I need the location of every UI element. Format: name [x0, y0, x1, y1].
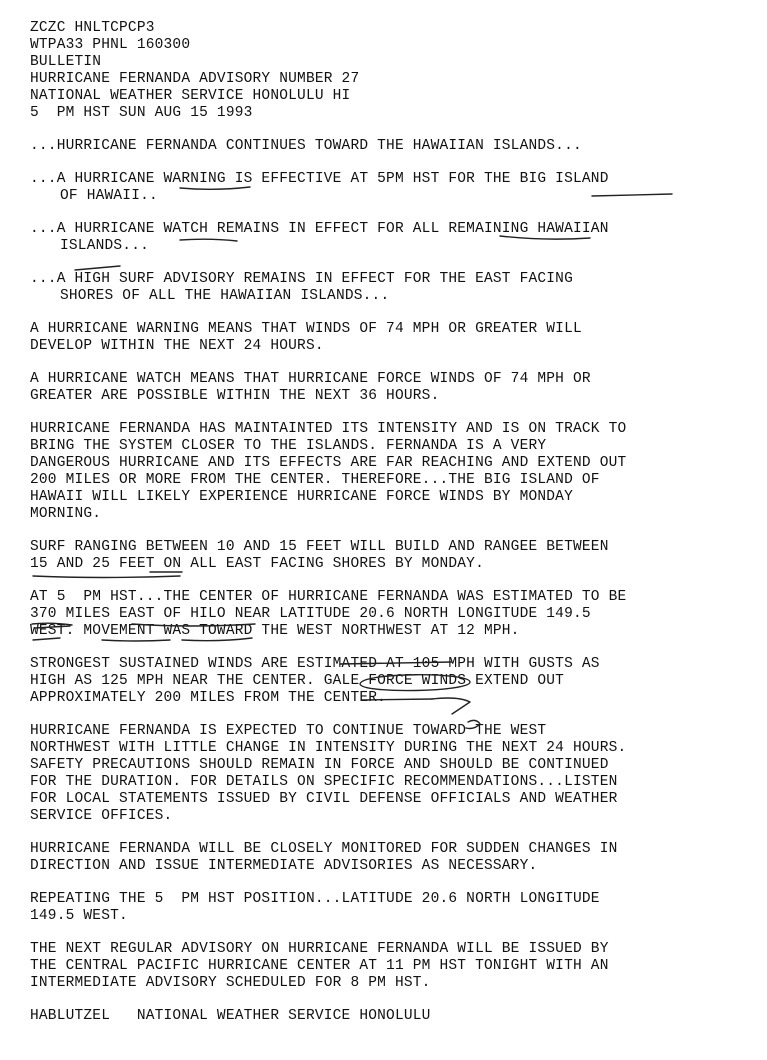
headline	[30, 171, 747, 205]
paragraph-line: DEVELOP WITHIN THE NEXT 24 HOURS.	[30, 338, 324, 354]
underline-mark	[33, 576, 180, 578]
issue-time: 5 PM HST SUN AUG 15 1993	[30, 105, 253, 121]
paragraph	[30, 539, 747, 573]
underline-mark	[75, 266, 120, 270]
paragraph-line: HURRICANE FERNANDA IS EXPECTED TO CONTINUE TOWARD THE WEST	[30, 723, 547, 739]
paragraph-line: WEST. MOVEMENT WAS TOWARD THE WEST NORTHWEST AT 12 MPH.	[30, 623, 520, 639]
paragraph-line: DIRECTION AND ISSUE INTERMEDIATE ADVISORIES AS NECESSARY.	[30, 858, 538, 874]
header-line: BULLETIN	[30, 54, 102, 70]
paragraph-line: GREATER ARE POSSIBLE WITHIN THE NEXT 36 HOURS.	[30, 388, 440, 404]
paragraph-line: SERVICE OFFICES.	[30, 808, 173, 824]
paragraph-line: INTERMEDIATE ADVISORY SCHEDULED FOR 8 PM HST.	[30, 975, 431, 991]
header-line: WTPA33 PHNL 160300	[30, 37, 191, 53]
headline-line: ...A HIGH SURF ADVISORY REMAINS IN EFFECT FOR THE EAST FACING	[30, 271, 573, 287]
advisory-title: HURRICANE FERNANDA ADVISORY NUMBER 27	[30, 71, 360, 87]
paragraph-line: 370 MILES EAST OF HILO NEAR LATITUDE 20.6 NORTH LONGITUDE 149.5	[30, 606, 591, 622]
paragraph-line: APPROXIMATELY 200 MILES FROM THE CENTER.	[30, 690, 387, 706]
headline	[30, 271, 747, 305]
paragraph-line: BRING THE SYSTEM CLOSER TO THE ISLANDS. FERNANDA IS A VERY	[30, 438, 547, 454]
paragraph-line: NORTHWEST WITH LITTLE CHANGE IN INTENSITY DURING THE NEXT 24 HOURS.	[30, 740, 627, 756]
headline-line: ...HURRICANE FERNANDA CONTINUES TOWARD THE HAWAIIAN ISLANDS...	[30, 138, 582, 154]
paragraph-line: HURRICANE FERNANDA HAS MAINTAINTED ITS INTENSITY AND IS ON TRACK TO	[30, 421, 627, 437]
paragraph-line: SURF RANGING BETWEEN 10 AND 15 FEET WILL BUILD AND RANGEE BETWEEN	[30, 539, 609, 555]
headline	[30, 221, 747, 255]
headline-line: ISLANDS...	[60, 238, 150, 254]
paragraph	[30, 321, 747, 355]
headline-line: ...A HURRICANE WARNING IS EFFECTIVE AT 5PM HST FOR THE BIG ISLAND	[30, 171, 609, 187]
headline-line: OF HAWAII..	[60, 188, 158, 204]
paragraph-line: A HURRICANE WATCH MEANS THAT HURRICANE FORCE WINDS OF 74 MPH OR	[30, 371, 591, 387]
paragraph-line: FOR LOCAL STATEMENTS ISSUED BY CIVIL DEFENSE OFFICIALS AND WEATHER	[30, 791, 618, 807]
header-line: ZCZC HNLTCPCP3	[30, 20, 155, 36]
paragraph-line: REPEATING THE 5 PM HST POSITION...LATITUDE 20.6 NORTH LONGITUDE	[30, 891, 600, 907]
paragraph-line: FOR THE DURATION. FOR DETAILS ON SPECIFIC RECOMMENDATIONS...LISTEN	[30, 774, 618, 790]
issuing-office: NATIONAL WEATHER SERVICE HONOLULU HI	[30, 88, 351, 104]
paragraph-line: A HURRICANE WARNING MEANS THAT WINDS OF 74 MPH OR GREATER WILL	[30, 321, 582, 337]
headline-line: SHORES OF ALL THE HAWAIIAN ISLANDS...	[60, 288, 390, 304]
paragraph-line: MORNING.	[30, 506, 102, 522]
paragraph-line: AT 5 PM HST...THE CENTER OF HURRICANE FERNANDA WAS ESTIMATED TO BE	[30, 589, 627, 605]
paragraph	[30, 723, 747, 825]
signature: HABLUTZEL NATIONAL WEATHER SERVICE HONOLULU	[30, 1008, 431, 1024]
paragraph	[30, 589, 747, 640]
paragraph-line: STRONGEST SUSTAINED WINDS ARE ESTIMATED AT 105 MPH WITH GUSTS AS	[30, 656, 600, 672]
paragraph-line: THE CENTRAL PACIFIC HURRICANE CENTER AT 11 PM HST TONIGHT WITH AN	[30, 958, 609, 974]
headline-line: ...A HURRICANE WATCH REMAINS IN EFFECT FOR ALL REMAINING HAWAIIAN	[30, 221, 609, 237]
paragraph-line: 149.5 WEST.	[30, 908, 128, 924]
paragraph-line: HURRICANE FERNANDA WILL BE CLOSELY MONITORED FOR SUDDEN CHANGES IN	[30, 841, 618, 857]
paragraph-line: 200 MILES OR MORE FROM THE CENTER. THEREFORE...THE BIG ISLAND OF	[30, 472, 600, 488]
paragraph-line: DANGEROUS HURRICANE AND ITS EFFECTS ARE FAR REACHING AND EXTEND OUT	[30, 455, 627, 471]
paragraph	[30, 656, 747, 707]
paragraph-line: THE NEXT REGULAR ADVISORY ON HURRICANE FERNANDA WILL BE ISSUED BY	[30, 941, 609, 957]
paragraph	[30, 371, 747, 405]
paragraph-line: SAFETY PRECAUTIONS SHOULD REMAIN IN FORCE AND SHOULD BE CONTINUED	[30, 757, 609, 773]
paragraph	[30, 841, 747, 875]
headline	[30, 138, 747, 155]
paragraph-line: HIGH AS 125 MPH NEAR THE CENTER. GALE FORCE WINDS EXTEND OUT	[30, 673, 565, 689]
paragraph	[30, 941, 747, 992]
underline-mark	[102, 640, 170, 641]
paragraph	[30, 891, 747, 925]
paragraph-line: 15 AND 25 FEET ON ALL EAST FACING SHORES BY MONDAY.	[30, 556, 484, 572]
bulletin-header	[30, 20, 747, 122]
paragraph-line: HAWAII WILL LIKELY EXPERIENCE HURRICANE FORCE WINDS BY MONDAY	[30, 489, 573, 505]
paragraph	[30, 421, 747, 523]
